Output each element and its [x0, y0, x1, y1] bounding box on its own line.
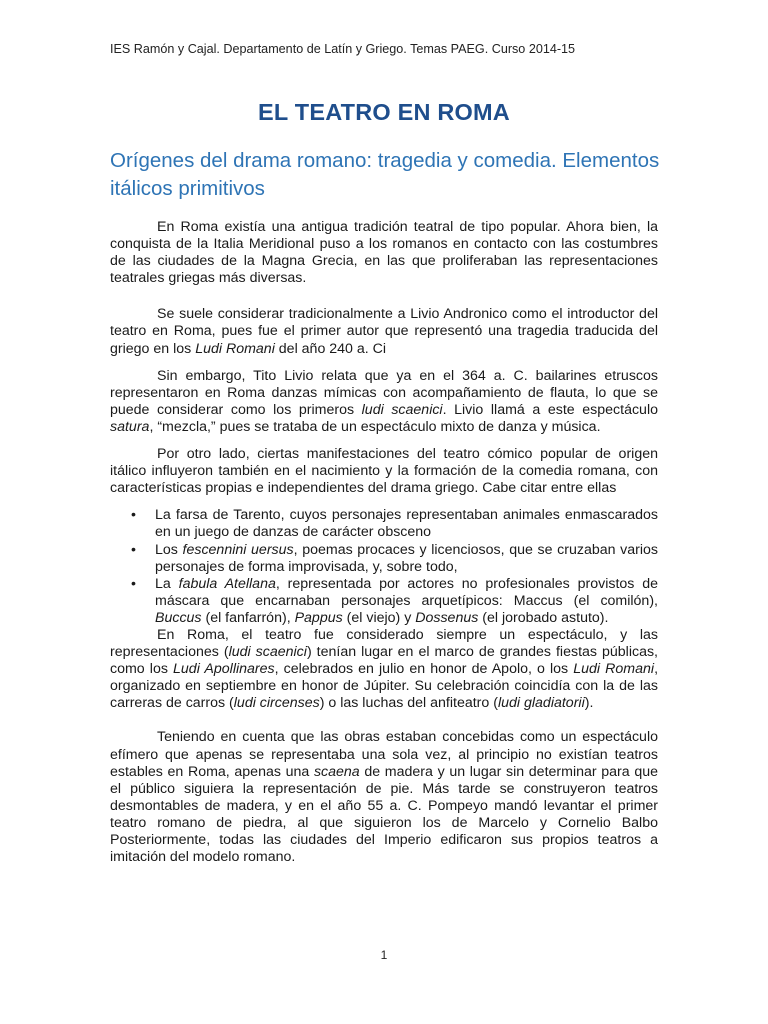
italic-term: Buccus [155, 609, 202, 626]
text-span: (el viejo) y [342, 609, 416, 626]
italic-term: Pappus [294, 609, 343, 626]
italic-term: fescennini uersus [182, 541, 294, 558]
paragraph [110, 306, 658, 357]
page-number: 1 [380, 948, 388, 962]
paragraph: En Roma existía una antigua tradición teatral de tipo popular. Ahora bien, la conquista de la Italia Meridional puso a los romanos en contacto con las costumbres de las ciudades de la Magna Grecia, en las que proliferaban las representaciones teatrales griegas más diversas. [110, 219, 658, 287]
text-span: de madera y un lugar sin determinar para que el público siguiera la representación de pie. Más tarde se construyeron teatros desmontables de madera, y en el año 55 a. C. Pompeyo mandó levantar el primer teatro romano de piedra, al que siguieron los de Marcelo y Cornelio Balbo Posteriormente, todas las ciudades del Imperio edificaron sus propios teatros a imitación del modelo romano. [110, 763, 658, 866]
text-span: , celebrados en julio en honor de Apolo, o los [274, 661, 574, 678]
paragraph [110, 368, 658, 436]
italic-term: ludi scaenici [228, 644, 307, 661]
bullet-icon: • [131, 507, 136, 524]
italic-term: Ludi Romani [573, 661, 655, 678]
italic-term: ludi scaenici [361, 401, 443, 418]
italic-term: Ludi Romani [195, 340, 275, 357]
bullet-list [110, 507, 658, 627]
text-span: , organizado en septiembre en honor de Júpiter. Su celebración coincidía con la de las carreras de carros ( [110, 661, 659, 712]
text-span: Teniendo en cuenta que las obras estaban concebidas como un espectáculo efímero que apenas se representaba una sola vez, al principio no existían teatros estables en Roma, apenas una [110, 729, 658, 780]
page-header: IES Ramón y Cajal. Departamento de Latín y Griego. Temas PAEG. Curso 2014-15 [110, 42, 576, 56]
paragraph [110, 627, 658, 712]
text-span: , poemas procaces y licenciosos, que se cruzaban varios personajes de forma improvisada, y, sobre todo, [155, 541, 658, 575]
text-span: La farsa de Tarento, cuyos personajes representaban animales enmascarados en un juego de danzas de carácter obsceno [155, 507, 658, 541]
text-span: , “mezcla,” pues se trataba de un espectáculo mixto de danza y música. [149, 418, 601, 435]
text-span: . Livio llamá a este espectáculo [442, 401, 658, 418]
section-heading: Orígenes del drama romano: tragedia y comedia. Elementos itálicos primitivos [110, 149, 660, 200]
paragraph [110, 729, 658, 866]
text-span: del año 240 a. Ci [274, 340, 387, 357]
list-item [131, 507, 658, 541]
text-span: En Roma, el teatro fue considerado siempre un espectáculo, y las representaciones ( [110, 626, 658, 661]
text-span: Se suele considerar tradicionalmente a Livio Andronico como el introductor del teatro en Roma, pues fue el primer autor que representó una tragedia traducida del griego en los [110, 306, 658, 357]
italic-term: fabula Atellana [178, 575, 276, 592]
italic-term: scaena [313, 763, 360, 780]
text-span: ) tenían lugar en el marco de grandes fiestas públicas, como los [110, 644, 658, 678]
text-span: La [155, 575, 179, 592]
bullet-icon: • [131, 541, 136, 558]
text-span: Sin embargo, Tito Livio relata que ya en el 364 a. C. bailarines etruscos representaron en Roma danzas mímicas con acompañamiento de flauta, lo que se puede considerar como los primeros [110, 367, 658, 418]
italic-term: Dossenus [415, 609, 479, 626]
page-title: EL TEATRO EN ROMA [258, 99, 510, 125]
body-text [110, 219, 658, 866]
text-span: ) o las luchas del anfiteatro ( [319, 695, 498, 712]
list-item [131, 575, 658, 627]
text-span: ). [584, 695, 594, 712]
bullet-icon: • [131, 575, 136, 592]
italic-term: Ludi Apollinares [173, 661, 275, 678]
italic-term: ludi gladiatorii [497, 695, 585, 712]
list-item [131, 541, 658, 576]
text-span: (el jorobado astuto). [478, 609, 609, 626]
text-span: Los [155, 541, 183, 558]
italic-term: ludi circenses [233, 695, 320, 712]
paragraph: Por otro lado, ciertas manifestaciones del teatro cómico popular de origen itálico influyeron también en el nacimiento y la formación de la comedia romana, con características propias e independientes del drama griego. Cabe citar entre ellas [110, 446, 658, 497]
text-span: , representada por actores no profesionales provistos de máscara que encarnaban personajes arquetípicos: Maccus (el comilón), [155, 575, 658, 609]
italic-term: satura [110, 418, 150, 435]
text-span: (el fanfarrón), [201, 609, 295, 626]
